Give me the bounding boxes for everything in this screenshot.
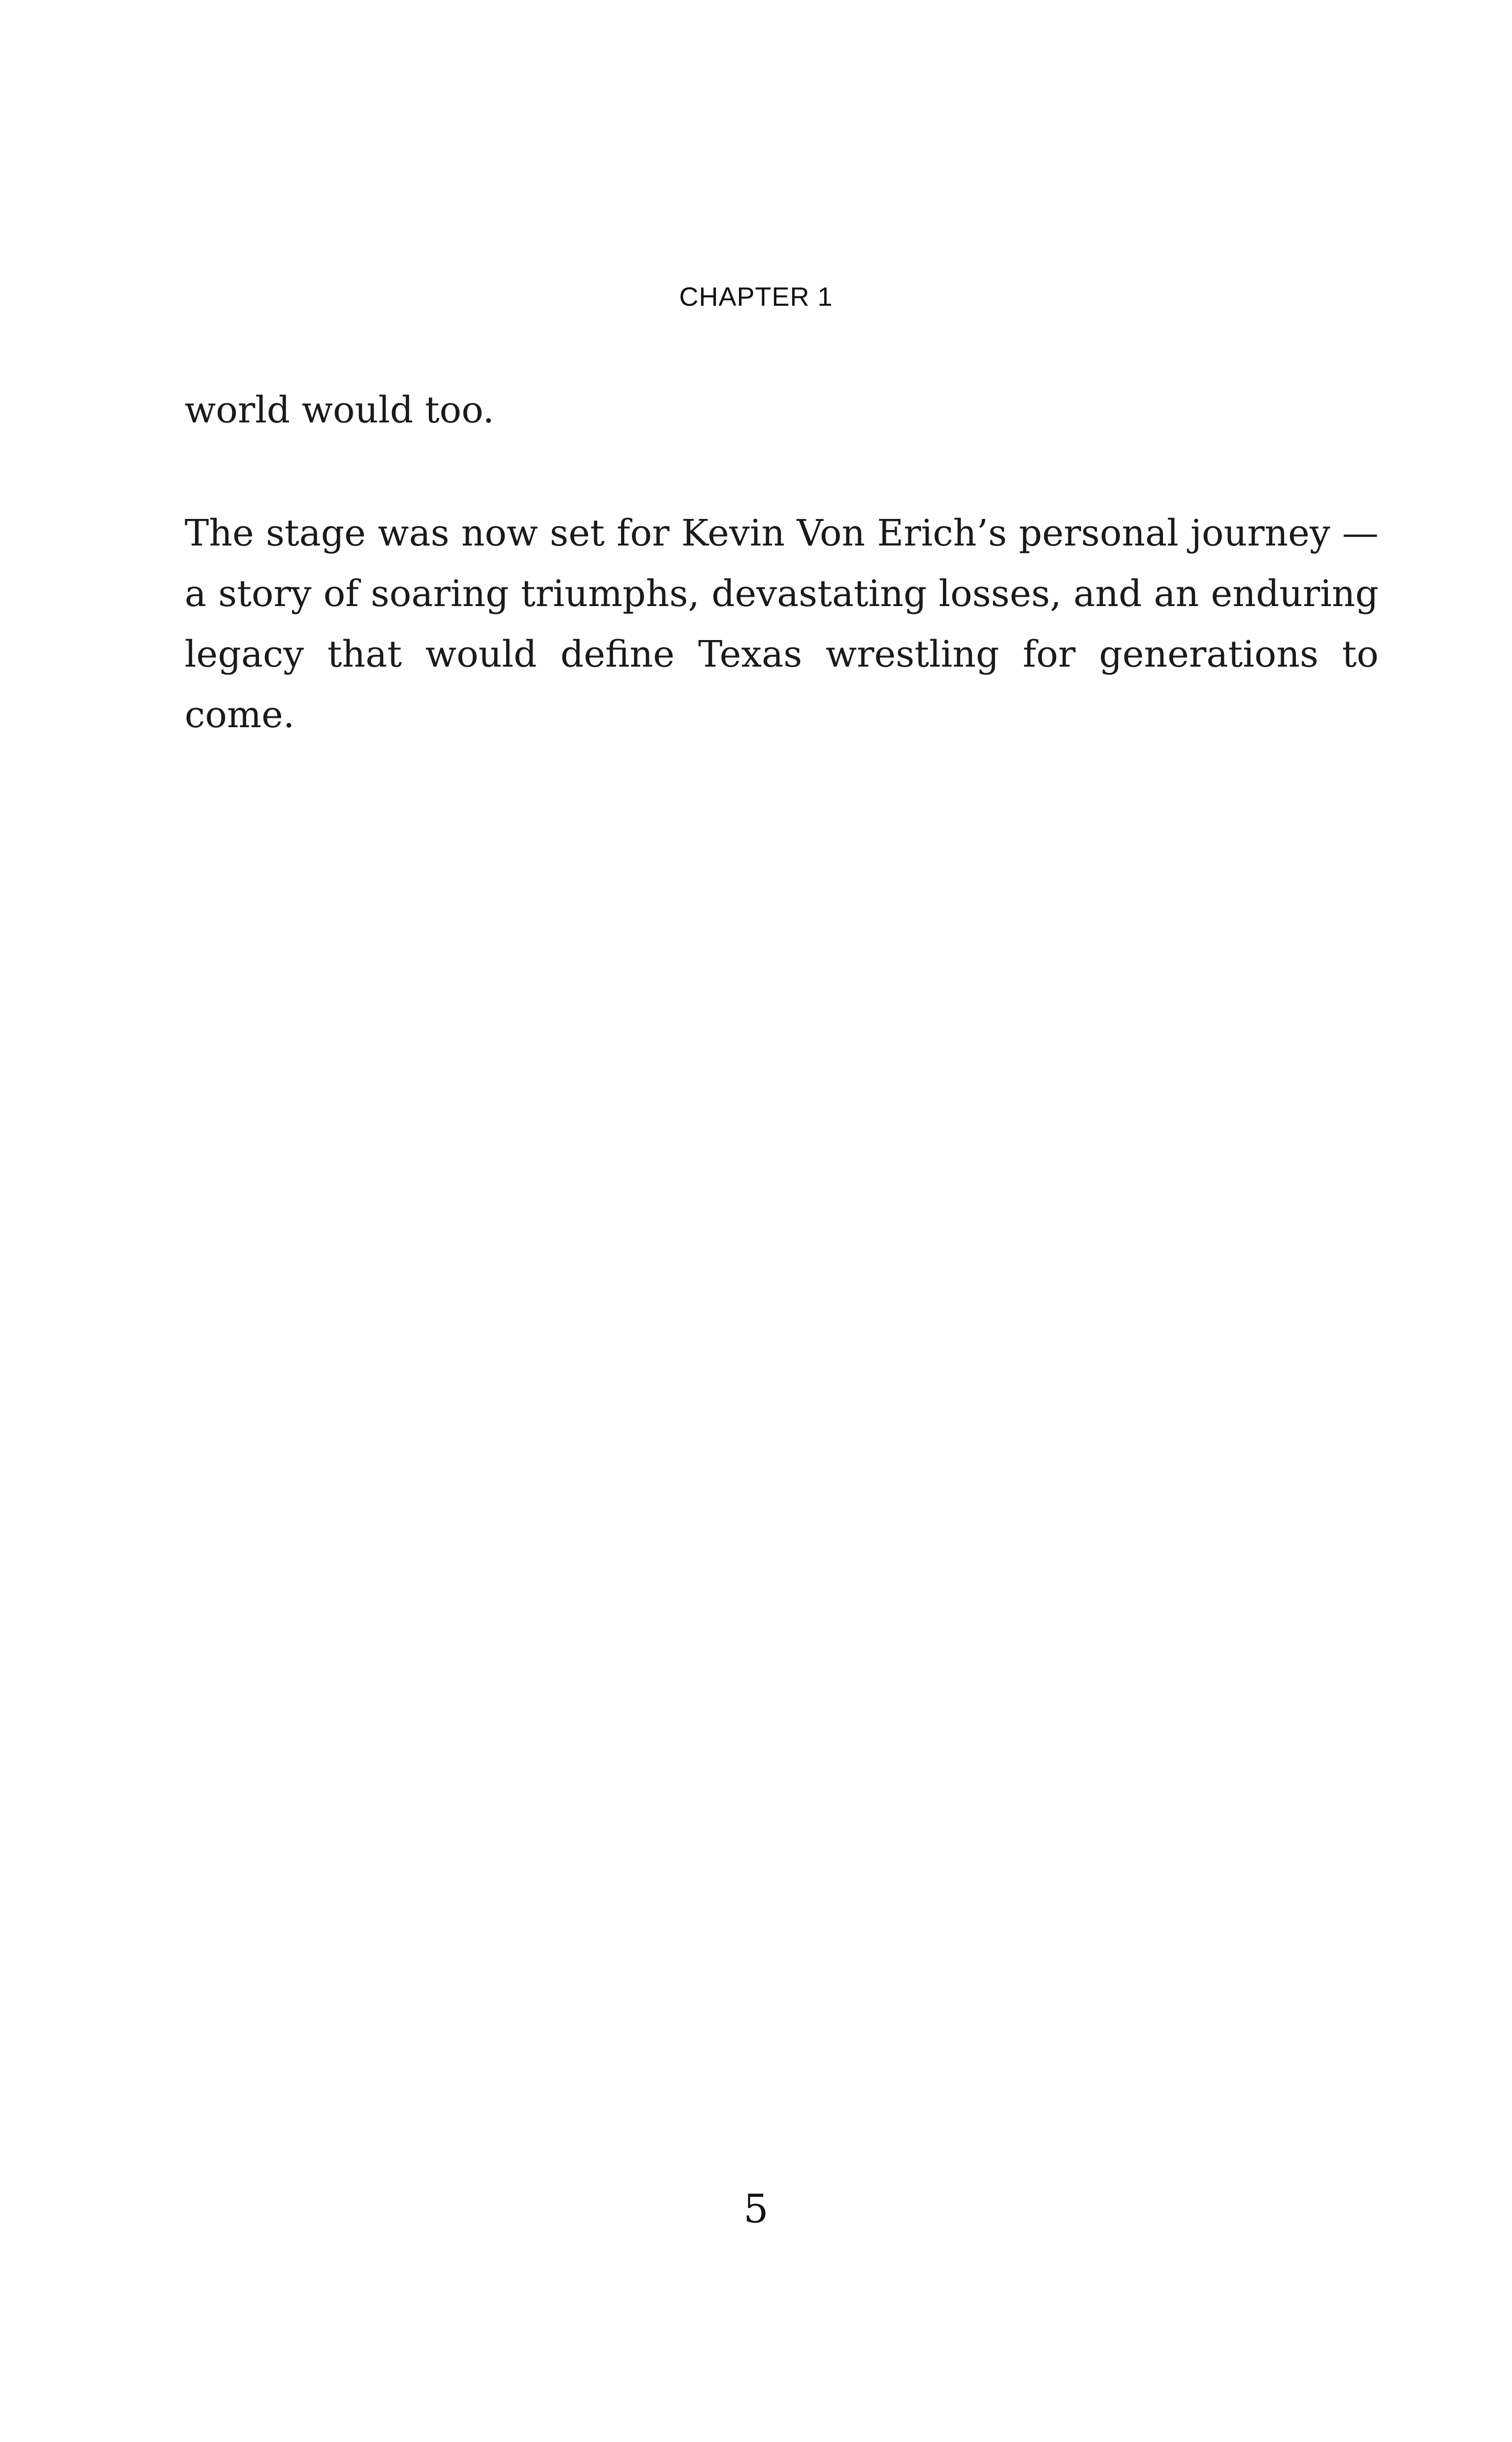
paragraph-stage-set: The stage was now set for Kevin Von Erich’s personal journey — a story of soaring triumphs, devastating losses, and an enduring legacy that would define Texas wrestling for generations to come. <box>185 512 1379 736</box>
page-number: 5 <box>743 2186 769 2232</box>
running-header: CHAPTER 1 <box>679 282 833 312</box>
paragraph-continuation: world would too. <box>185 389 494 431</box>
